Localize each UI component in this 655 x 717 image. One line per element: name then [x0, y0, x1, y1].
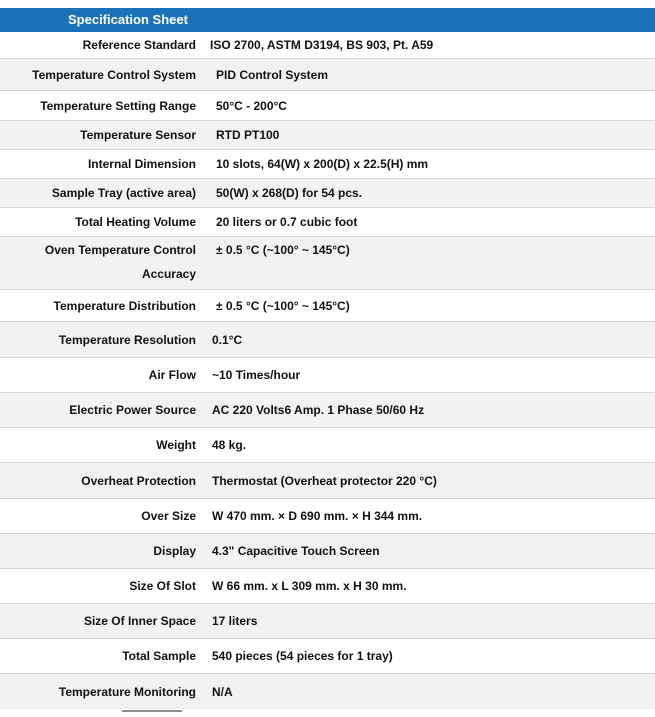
spec-value: ~10 Times/hour [212, 368, 301, 382]
spec-label: Overheat Protection [81, 473, 196, 488]
spec-value: RTD PT100 [216, 128, 280, 142]
spec-row-temperature-setting-range [0, 91, 655, 121]
spec-row-total-heating-volume [0, 208, 655, 237]
spec-row-temperature-resolution [0, 322, 655, 358]
spec-label: Temperature Monitoring [58, 684, 196, 699]
spec-label: Size Of Slot [129, 579, 196, 593]
spec-label: Reference Standard [82, 38, 196, 52]
spec-value: 48 kg. [212, 438, 247, 452]
spec-label: Size Of Inner Space [83, 614, 196, 628]
truncated-text-fragment [122, 710, 182, 712]
spec-row-temperature-monitoring [0, 674, 655, 709]
spec-row-electric-power-source [0, 393, 655, 428]
spec-table [0, 32, 655, 709]
spec-value: 50(W) x 268(D) for 54 pcs. [216, 186, 363, 200]
spec-label: Total Sample [122, 649, 196, 663]
spec-value: Thermostat (Overheat protector 220 °C) [212, 473, 437, 488]
spec-value: W 66 mm. x L 309 mm. x H 30 mm. [212, 579, 407, 593]
spec-label: Weight [156, 438, 196, 452]
spec-row-sample-tray [0, 179, 655, 208]
spec-value: 50°C - 200°C [216, 98, 287, 113]
spec-row-weight [0, 428, 655, 463]
spec-row-display [0, 534, 655, 569]
spec-sheet-header [0, 8, 655, 32]
spec-label: Temperature Distribution [53, 298, 196, 313]
spec-row-temperature-control-system [0, 59, 655, 91]
spec-row-internal-dimension [0, 150, 655, 179]
spec-row-over-size [0, 499, 655, 534]
spec-value: W 470 mm. × D 690 mm. × H 344 mm. [212, 509, 423, 523]
spec-label: Sample Tray (active area) [51, 186, 196, 200]
spec-value: N/A [212, 684, 233, 699]
spec-row-temperature-sensor [0, 121, 655, 150]
spec-value: 20 liters or 0.7 cubic foot [216, 215, 358, 229]
spec-sheet-title: Specification Sheet [68, 12, 188, 27]
spec-label: Over Size [141, 509, 196, 523]
spec-label: Temperature Resolution [58, 332, 196, 347]
spec-value: 540 pieces (54 pieces for 1 tray) [212, 649, 393, 663]
spec-value: ± 0.5 °C (~100° ~ 145°C) [216, 298, 350, 313]
spec-label: Total Heating Volume [75, 215, 196, 229]
spec-row-oven-temperature-control-accuracy [0, 237, 655, 290]
spec-label: Temperature Sensor [80, 128, 196, 142]
spec-value: 17 liters [212, 614, 258, 628]
spec-value: ± 0.5 °C (~100° ~ 145°C) [216, 243, 350, 257]
spec-label: Temperature Control System [32, 67, 196, 82]
spec-label [0, 237, 200, 286]
spec-label-line2: Accuracy [141, 267, 196, 281]
spec-value: PID Control System [216, 67, 329, 82]
spec-row-size-of-slot [0, 569, 655, 604]
spec-label: Temperature Setting Range [40, 98, 196, 113]
spec-label: Electric Power Source [69, 403, 196, 417]
spec-row-total-sample [0, 639, 655, 674]
spec-value: 4.3" Capacitive Touch Screen [212, 544, 380, 558]
spec-label-line1: Oven Temperature Control [44, 243, 196, 257]
spec-value: 10 slots, 64(W) x 200(D) x 22.5(H) mm [216, 157, 429, 171]
spec-row-size-of-inner-space [0, 604, 655, 639]
spec-row-overheat-protection [0, 463, 655, 499]
spec-row-air-flow [0, 358, 655, 393]
spec-label: Air Flow [148, 368, 196, 382]
spec-label: Internal Dimension [87, 157, 196, 171]
spec-label: Display [153, 544, 196, 558]
spec-value: 0.1°C [212, 332, 243, 347]
spec-row-reference-standard [0, 32, 655, 59]
spec-row-temperature-distribution [0, 290, 655, 322]
spec-value: AC 220 Volts6 Amp. 1 Phase 50/60 Hz [212, 403, 425, 417]
spec-value: ISO 2700, ASTM D3194, BS 903, Pt. A59 [210, 38, 434, 52]
